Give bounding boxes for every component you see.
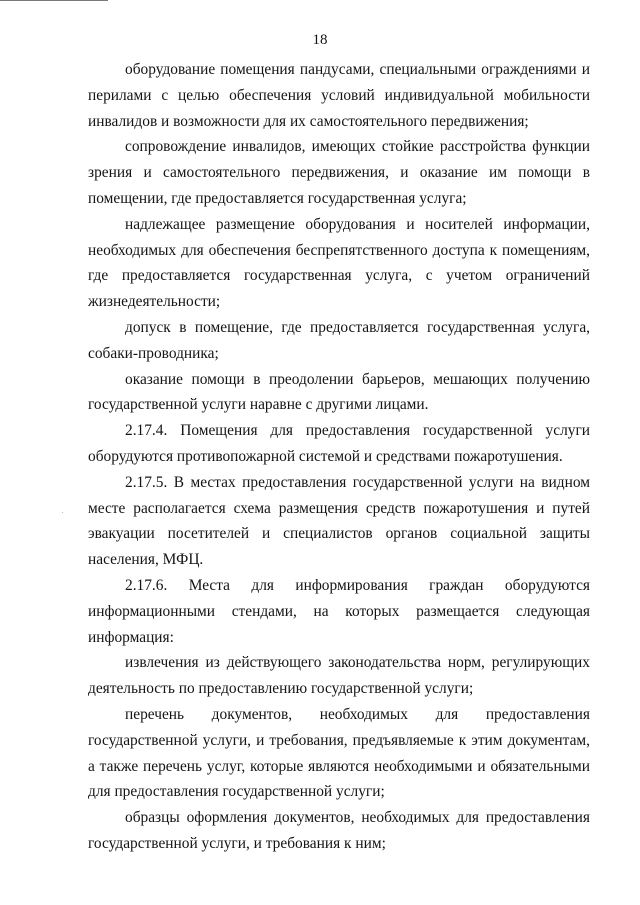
paragraph-barrier-help: оказание помощи в преодолении барьеров, мешающих получению государственной услуги наравне с другими лицами. <box>88 370 590 414</box>
page-number: 18 <box>312 32 328 48</box>
paragraph-form-samples: образцы оформления документов, необходимых для предоставления государственной услуги, и требования к ним; <box>88 809 590 852</box>
paragraph-ramps: оборудование помещения пандусами, специальными ограждениями и перилами с целью обеспечения условий индивидуальной мобильности инвалидов и возможности для их самостоятельного передвижения; <box>88 61 590 130</box>
paragraph-2-17-5: 2.17.5. В местах предоставления государственной услуги на видном месте располагается схема размещения средств пожаротушения и путей эвакуации посетителей и специалистов органов социальной защиты населения, МФЦ. <box>88 473 590 569</box>
scan-speck <box>62 512 63 513</box>
document-body <box>88 57 590 857</box>
paragraph-legislation-extracts: извлечения из действующего законодательства норм, регулирующих деятельность по предоставлению государственной услуги; <box>88 654 590 698</box>
paragraph-guide-dog: допуск в помещение, где предоставляется государственная услуга, собаки-проводника; <box>88 318 590 362</box>
paragraph-document-list: перечень документов, необходимых для предоставления государственной услуги, и требования, предъявляемые к этим документам, а также перечень услуг, которые являются необходимыми и обязательными для предоставления государственной услуги; <box>88 705 590 801</box>
paragraph-2-17-4: 2.17.4. Помещения для предоставления государственной услуги оборудуются противопожарной системой и средствами пожаротушения. <box>88 422 590 465</box>
paragraph-escort: сопровождение инвалидов, имеющих стойкие расстройства функции зрения и самостоятельного передвижения, и оказание им помощи в помещении, где предоставляется государственная услуга; <box>88 138 590 207</box>
scan-edge-line <box>0 0 108 1</box>
paragraph-equipment-placement: надлежащее размещение оборудования и носителей информации, необходимых для обеспечения беспрепятственного доступа к помещениям, где предоставляется государственная услуга, с учетом ограничений жизнедеятельности; <box>88 215 590 311</box>
paragraph-2-17-6: 2.17.6. Места для информирования граждан оборудуются информационными стендами, на которых размещается следующая информация: <box>88 576 590 646</box>
